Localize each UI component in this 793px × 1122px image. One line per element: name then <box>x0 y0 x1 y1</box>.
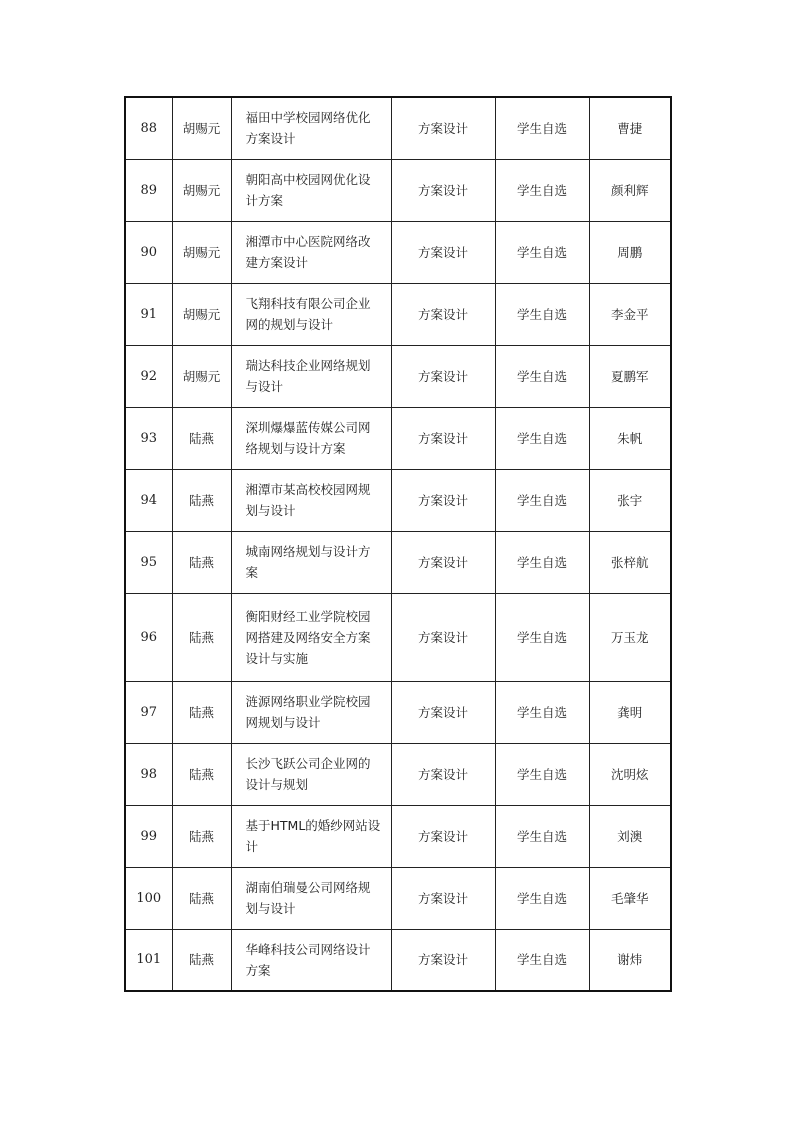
student-name: 沈明炫 <box>589 743 671 805</box>
row-number: 98 <box>125 743 172 805</box>
table-body <box>125 97 671 991</box>
row-number: 92 <box>125 345 172 407</box>
topic-source: 学生自选 <box>495 743 589 805</box>
topic-type: 方案设计 <box>391 681 495 743</box>
advisor-name: 胡赐元 <box>172 345 231 407</box>
topic-title: 涟源网络职业学院校园网规划与设计 <box>231 681 391 743</box>
table-row <box>125 805 671 867</box>
student-name: 张梓航 <box>589 531 671 593</box>
topic-source: 学生自选 <box>495 407 589 469</box>
topic-title: 朝阳高中校园网优化设计方案 <box>231 159 391 221</box>
advisor-name: 陆燕 <box>172 407 231 469</box>
advisor-name: 陆燕 <box>172 929 231 991</box>
table-row <box>125 407 671 469</box>
table-row <box>125 743 671 805</box>
row-number: 100 <box>125 867 172 929</box>
row-number: 94 <box>125 469 172 531</box>
advisor-name: 陆燕 <box>172 681 231 743</box>
advisor-name: 胡赐元 <box>172 221 231 283</box>
advisor-name: 陆燕 <box>172 531 231 593</box>
student-name: 张宇 <box>589 469 671 531</box>
topic-title: 华峰科技公司网络设计方案 <box>231 929 391 991</box>
topic-source: 学生自选 <box>495 593 589 681</box>
topic-source: 学生自选 <box>495 345 589 407</box>
advisor-name: 陆燕 <box>172 867 231 929</box>
topic-type: 方案设计 <box>391 159 495 221</box>
table-row <box>125 531 671 593</box>
table-row <box>125 345 671 407</box>
topic-title: 瑞达科技企业网络规划与设计 <box>231 345 391 407</box>
topic-type: 方案设计 <box>391 407 495 469</box>
topic-title: 衡阳财经工业学院校园网搭建及网络安全方案设计与实施 <box>231 593 391 681</box>
student-name: 周鹏 <box>589 221 671 283</box>
table-row <box>125 221 671 283</box>
student-name: 万玉龙 <box>589 593 671 681</box>
row-number: 93 <box>125 407 172 469</box>
student-name: 朱帆 <box>589 407 671 469</box>
advisor-name: 胡赐元 <box>172 159 231 221</box>
student-name: 毛肇华 <box>589 867 671 929</box>
topic-title: 城南网络规划与设计方案 <box>231 531 391 593</box>
topic-type: 方案设计 <box>391 345 495 407</box>
advisor-name: 陆燕 <box>172 593 231 681</box>
table-row <box>125 159 671 221</box>
table-row <box>125 593 671 681</box>
row-number: 89 <box>125 159 172 221</box>
topic-source: 学生自选 <box>495 531 589 593</box>
student-name: 李金平 <box>589 283 671 345</box>
advisor-name: 陆燕 <box>172 805 231 867</box>
row-number: 88 <box>125 97 172 159</box>
row-number: 91 <box>125 283 172 345</box>
table-row <box>125 283 671 345</box>
student-name: 曹捷 <box>589 97 671 159</box>
topic-source: 学生自选 <box>495 867 589 929</box>
topic-source: 学生自选 <box>495 283 589 345</box>
topic-source: 学生自选 <box>495 929 589 991</box>
table-row <box>125 929 671 991</box>
topic-title: 飞翔科技有限公司企业网的规划与设计 <box>231 283 391 345</box>
topic-source: 学生自选 <box>495 469 589 531</box>
row-number: 95 <box>125 531 172 593</box>
advisor-name: 陆燕 <box>172 743 231 805</box>
topic-type: 方案设计 <box>391 805 495 867</box>
topic-title: 长沙飞跃公司企业网的设计与规划 <box>231 743 391 805</box>
row-number: 99 <box>125 805 172 867</box>
topic-type: 方案设计 <box>391 97 495 159</box>
topic-type: 方案设计 <box>391 221 495 283</box>
topic-source: 学生自选 <box>495 97 589 159</box>
table-row <box>125 469 671 531</box>
thesis-topic-table <box>124 96 672 992</box>
topic-type: 方案设计 <box>391 593 495 681</box>
topic-type: 方案设计 <box>391 929 495 991</box>
student-name: 夏鹏军 <box>589 345 671 407</box>
topic-type: 方案设计 <box>391 867 495 929</box>
row-number: 97 <box>125 681 172 743</box>
topic-source: 学生自选 <box>495 681 589 743</box>
topic-type: 方案设计 <box>391 531 495 593</box>
topic-source: 学生自选 <box>495 805 589 867</box>
table-row <box>125 97 671 159</box>
table-row <box>125 681 671 743</box>
topic-type: 方案设计 <box>391 283 495 345</box>
topic-source: 学生自选 <box>495 221 589 283</box>
topic-type: 方案设计 <box>391 469 495 531</box>
topic-title: 基于HTML的婚纱网站设计 <box>231 805 391 867</box>
advisor-name: 胡赐元 <box>172 283 231 345</box>
row-number: 90 <box>125 221 172 283</box>
topic-title: 深圳爆爆蓝传媒公司网络规划与设计方案 <box>231 407 391 469</box>
topic-title: 湖南伯瑞曼公司网络规划与设计 <box>231 867 391 929</box>
row-number: 96 <box>125 593 172 681</box>
student-name: 谢炜 <box>589 929 671 991</box>
table-row <box>125 867 671 929</box>
student-name: 颜利辉 <box>589 159 671 221</box>
advisor-name: 陆燕 <box>172 469 231 531</box>
topic-title: 湘潭市某高校校园网规划与设计 <box>231 469 391 531</box>
student-name: 刘澳 <box>589 805 671 867</box>
student-name: 龚明 <box>589 681 671 743</box>
advisor-name: 胡赐元 <box>172 97 231 159</box>
topic-source: 学生自选 <box>495 159 589 221</box>
row-number: 101 <box>125 929 172 991</box>
topic-type: 方案设计 <box>391 743 495 805</box>
topic-title: 湘潭市中心医院网络改建方案设计 <box>231 221 391 283</box>
topic-title: 福田中学校园网络优化方案设计 <box>231 97 391 159</box>
